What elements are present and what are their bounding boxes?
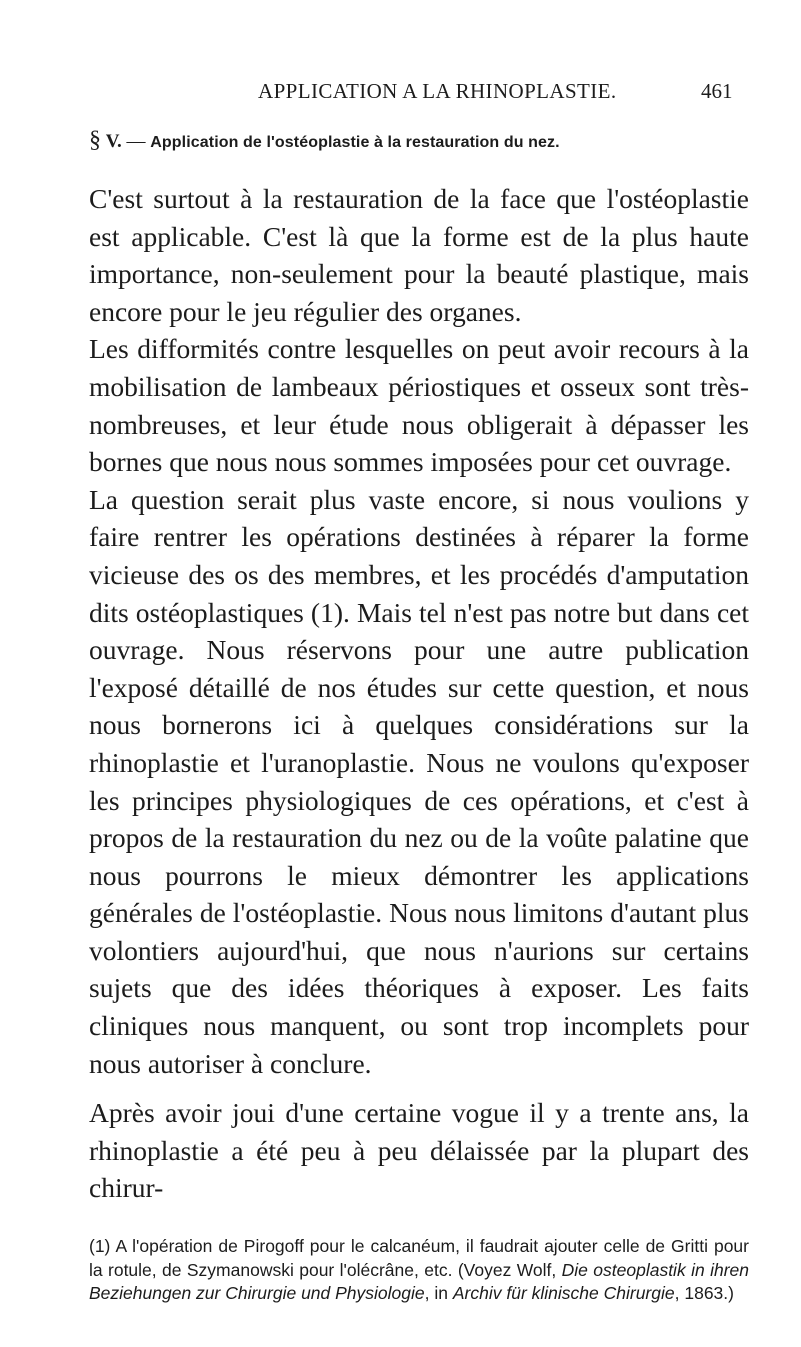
footnote-paragraph [89,1235,749,1306]
footnote-text-before: A l'opération de Pirogoff pour le calcanéum, il faudrait ajouter celle de Gritti pour la rotule, de Szymanowski pour l'olécrâne, etc. (Voyez Wolf, [89,1236,749,1280]
footnote [89,1235,749,1306]
section-dash: — [126,131,146,152]
section-heading [89,125,749,158]
body-text [89,180,749,1207]
footnote-text-middle: , in [424,1283,448,1303]
footnote-text-after: , 1863.) [674,1283,734,1303]
paragraph-3: La question serait plus vaste encore, si nous voulions y faire rentrer les opérations destinées à réparer la forme vicieuse des os des membres, et les procédés d'amputation dits ostéoplastiques (1). Mais tel n'est pas notre but dans cet ouvrage. Nous réservons pour une autre publication l'exposé détaillé de nos études sur cette question, et nous nous bornerons ici à quelques considérations sur la rhinoplastie et l'uranoplastie. Nous ne voulons qu'exposer les principes physiologiques de ces opérations, et c'est à propos de la restauration du nez ou de la voûte palatine que nous pourrons le mieux démontrer les applications générales de l'ostéoplastie. Nous nous limitons d'autant plus volontiers aujourd'hui, que nous n'aurions sur certains sujets que des idées théoriques à exposer. Les faits cliniques nous manquent, ou sont trop incomplets pour nous autoriser à conclure. [89,483,749,1079]
footnote-book-title: Die osteoplastik in ihren Beziehungen zur Chirurgie und Physiologie [89,1259,749,1303]
section-symbol: § [89,127,101,153]
section-number: V. [105,131,122,152]
footnote-journal-title: Archiv für klinische Chirurgie [452,1283,675,1303]
running-header [0,76,801,106]
footnote-marker: (1) [89,1236,111,1256]
running-title: APPLICATION A LA RHINOPLASTIE. [258,79,617,103]
page-number: 461 [701,79,733,103]
paragraph-4: Après avoir joui d'une certaine vogue il y a trente ans, la rhinoplastie a été peu à peu délaissée par la plupart des chirur- [89,1097,749,1204]
section-title: Application de l'ostéoplastie à la restauration du nez. [150,134,560,151]
paragraph-2: Les difformités contre lesquelles on peut avoir recours à la mobilisation de lambeaux périostiques et osseux sont très-nombreuses, et leur étude nous obligerait à dépasser les bornes que nous nous sommes imposées pour cet ouvrage. [89,333,749,478]
paragraph-1: C'est surtout à la restauration de la face que l'ostéoplastie est applicable. C'est là que la forme est de la plus haute importance, non-seulement pour la beauté plastique, mais encore pour le jeu régulier des organes. [89,183,749,327]
